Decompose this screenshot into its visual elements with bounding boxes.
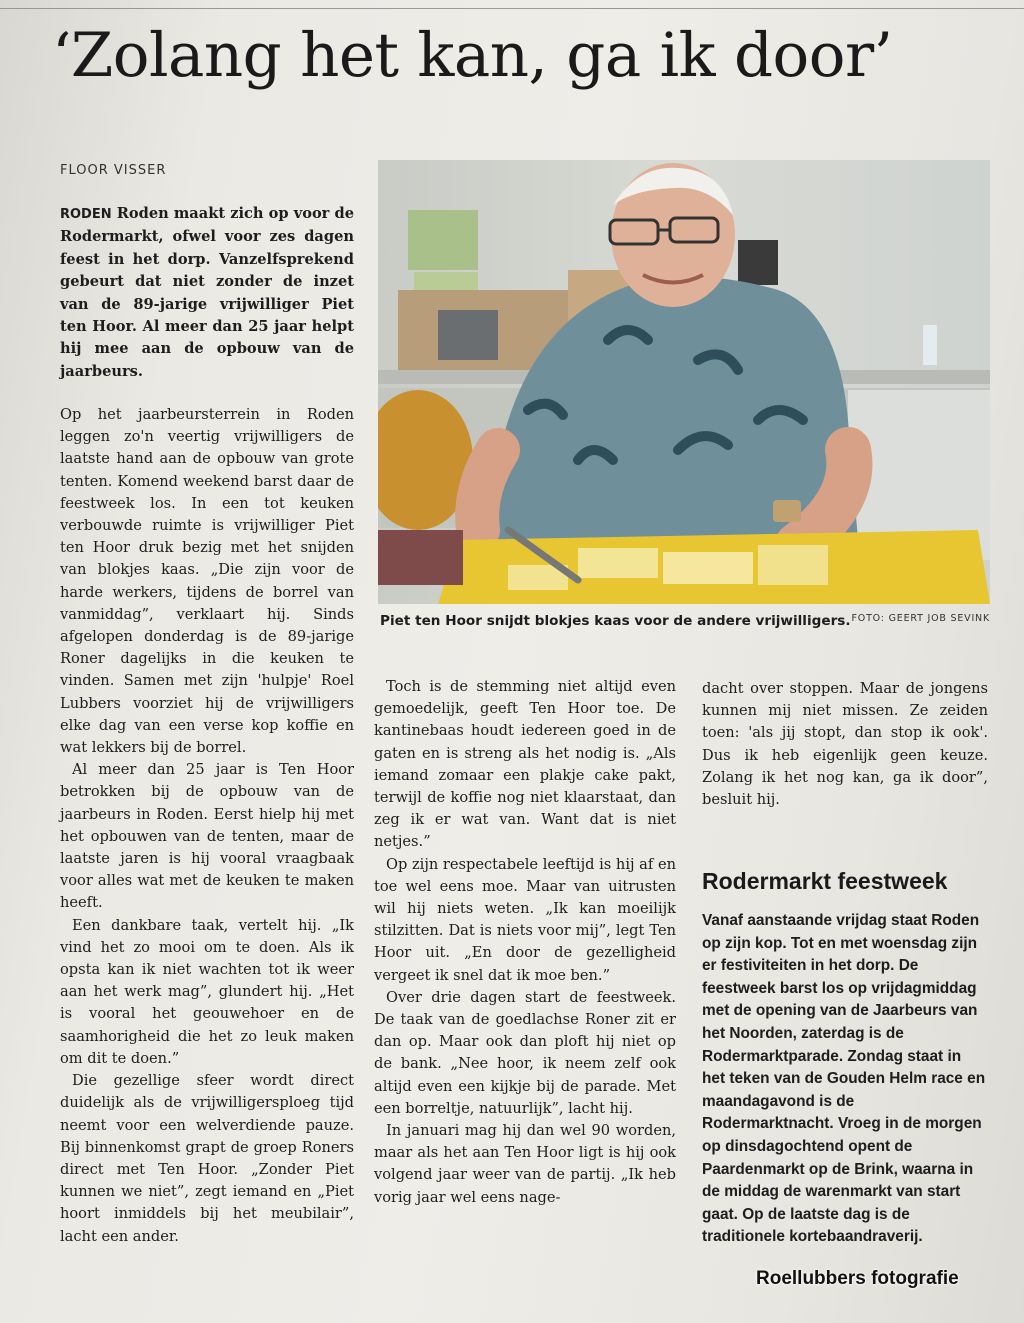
lead-paragraph [60,203,354,383]
photographer-watermark: Roellubbers fotografie [756,1268,959,1289]
paragraph: Die gezellige sfeer wordt direct duidelijk als de vrijwilligersploeg tijd neemt voor een welverdiende pauze. Bij binnenkomst grapt de groep Roners direct met Ten Hoor. „Zonder Piet kunnen we niet”, zegt iemand en „Piet hoort inmiddels bij het meubilair”, lacht een ander. [60,1072,354,1245]
caption-text: Piet ten Hoor snijdt blokjes kaas voor de andere vrijwilligers. [380,613,851,629]
paragraph: Al meer dan 25 jaar is Ten Hoor betrokken bij de opbouw van de jaarbeurs in Roden. Eerst hielp hij met het opbouwen van de tenten, maar de laatste jaren is hij vooral vraagbaak voor alles wat met de keuken te maken heeft. [60,761,354,912]
sidebar-box [702,910,988,1249]
article-photo [378,160,990,604]
lead-text: Roden maakt zich op voor de Rodermarkt, ofwel voor zes dagen feest in het dorp. Vanzelfsprekend gebeurt dat niet zonder de inzet van de 89-jarige vrijwilliger Piet ten Hoor. Al meer dan 25 jaar helpt hij mee aan de opbouw van de jaarbeurs. [60,205,354,380]
paragraph: In januari mag hij dan wel 90 worden, maar als het aan Ten Hoor ligt is hij ook volgend jaar weer van de partij. „Ik heb vorig jaar wel eens nage- [374,1122,676,1206]
photo-caption [380,610,990,629]
top-rule [0,8,1024,9]
sidebar-text: Vanaf aanstaande vrijdag staat Roden op zijn kop. Tot en met woensdag zijn er festiviteiten in het dorp. De feestweek barst los op vrijdagmiddag met de opening van de Jaarbeurs van het Noorden, zaterdag is de Rodermarktparade. Zondag staat in het teken van de Gouden Helm race en maandagavond is de Rodermarktnacht. Vroeg in de morgen op dinsdagochtend opent de Paardenmarkt op de Brink, waarna in de middag de warenmarkt van start gaat. Op de laatste dag is de traditionele kortebaandraverij. [702,912,986,1246]
photo-credit: FOTO: GEERT JOB SEVINK [851,613,990,624]
column-1 [60,404,354,1248]
dateline: RODEN [60,207,112,222]
photo-illustration [378,160,990,604]
byline: FLOOR VISSER [60,163,167,178]
headline: ‘Zolang het kan, ga ik door’ [52,20,893,91]
paragraph: Over drie dagen start de feestweek. De taak van de goedlachse Roner zit er dan op. Maar ook dan ploft hij niet op de bank. „Nee hoor, ik neem zelf ook altijd even een kijkje bij de parade. Met een borreltje, natuurlijk”, lacht hij. [374,988,676,1117]
paragraph: Op het jaarbeursterrein in Roden leggen zo'n veertig vrijwilligers de laatste hand aan de opbouw van grote tenten. Komend weekend barst daar de feestweek los. In een tot keuken verbouwde ruimte is vrijwilliger Piet ten Hoor druk bezig met het snijden van blokjes kaas. „Die zijn voor de harde werkers, tijdens de borrel van vanmiddag”, verklaart hij. Sinds afgelopen donderdag is de 89-jarige Roner dagelijks in die keuken te vinden. Samen met zijn 'hulpje' Roel Lubbers voorziet hij de vrijwilligers elke dag van een verse kop koffie en wat lekkers bij de borrel. [60,406,354,757]
paragraph: Een dankbare taak, vertelt hij. „Ik vind het zo mooi om te doen. Als ik opsta kan ik niet wachten tot ik weer aan het werk mag”, glundert hij. „Het is vooral het geouwehoer en de saamhorigheid die het zo leuk maken om dit te doen.” [60,916,354,1067]
paragraph: dacht over stoppen. Maar de jongens kunnen mij niet missen. Ze zeiden toen: 'als jij stopt, dan stop ik ook'. Dus ik heb eigenlijk geen keuze. Zolang ik het nog kan, ga ik door”, besluit hij. [702,680,988,809]
sidebar-title: Rodermarkt feestweek [702,868,948,894]
column-2 [374,676,676,1209]
paragraph: Op zijn respectabele leeftijd is hij af en toe wel eens moe. Maar van uitrusten wil hij niets weten. „Ik kan moeilijk stilzitten. Dat is niets voor mij”, legt Ten Hoor uit. „En door de gezelligheid vergeet ik snel dat ik moe ben.” [374,855,676,984]
paragraph: Toch is de stemming niet altijd even gemoedelijk, geeft Ten Hoor toe. De kantinebaas houdt iedereen goed in de gaten en is streng als het nodig is. „Als iemand zomaar een plakje cake pakt, terwijl de koffie nog niet klaarstaat, dan zeg ik er wat van. Want dat is niet netjes.” [374,678,676,851]
column-3 [702,678,988,811]
